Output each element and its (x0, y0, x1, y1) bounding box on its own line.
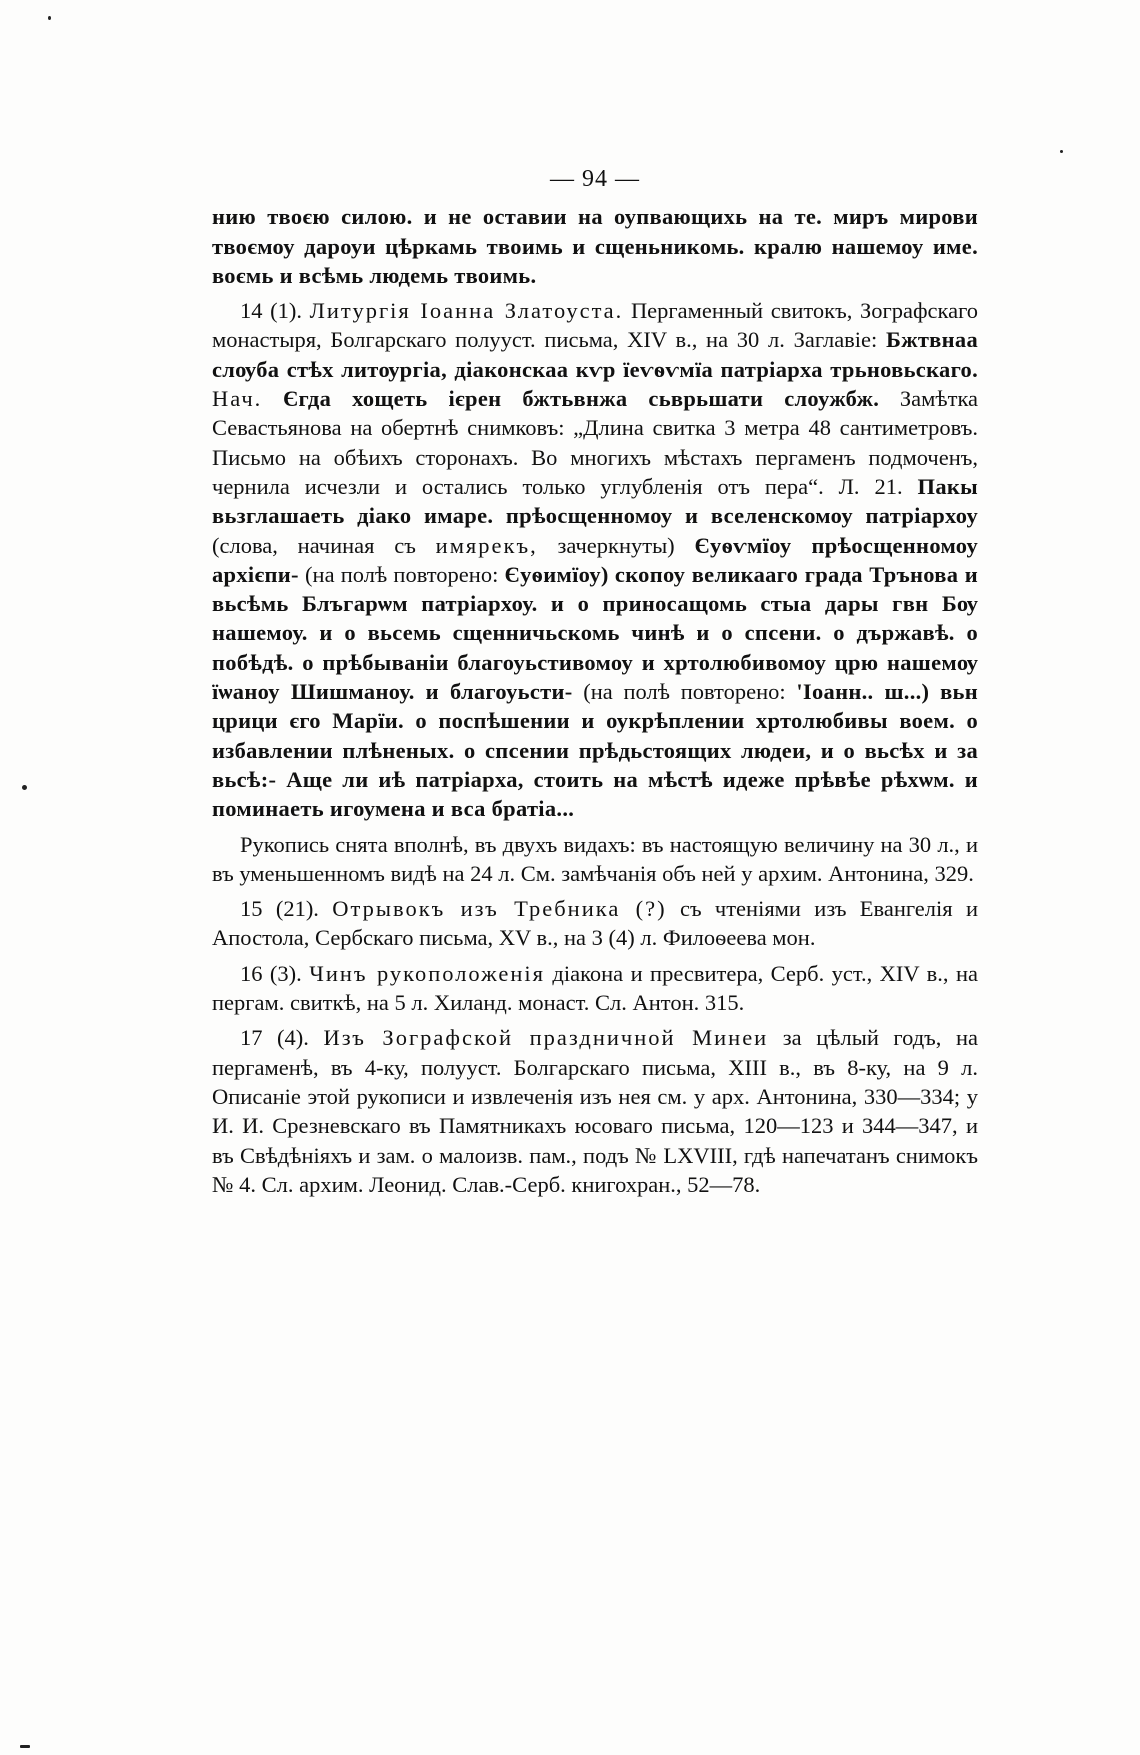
slavonic-text: скопоу великааго града Трънова и вьсѣмь Блъгарѡм патріархоу. и о приносащомь стыа дары гвн Бѹ нашемоу. и о вьсемь сщенничьскомь чинѣ и о спсени. о държавѣ. о побѣдѣ. о прѣбываніи благоуьстивомоу и хртолюбивомоу црю нашемѹ їѡаноу Шишманоу. и благоуьсти- (212, 561, 979, 705)
entry-text: діакона и пресвитера, Серб. уст., XIV в., на пергам. свиткѣ, на 5 л. Хиланд. монаст. Сл. Антон. 315. (212, 960, 979, 1016)
entry-number: 14 (1). (240, 298, 302, 324)
entry-text: (слова, начиная съ (212, 532, 416, 558)
entry-title: Литургія Іоанна Златоуста. (309, 298, 624, 324)
entry-text: Пергаменный свитокъ, Зографскаго монастыря, Болгарскаго полууст. письма, XIV в., на 30 л. Заглавіе: (212, 298, 979, 353)
slavonic-text: нию твоєю силою. и не оставии на оупвающихь на те. миръ мирови твоємоу дароуи цѣркамь твоимь и сщеньникомь. кралю нашемоу име. воємь и всѣмь людемь твоимь. (212, 204, 978, 288)
entry-17 (212, 1023, 978, 1199)
entry-text: (на полѣ повторено: (583, 679, 786, 705)
entry-14 (212, 296, 978, 823)
entry-text: за цѣлый годъ, на пергаменѣ, въ 4-ку, полууст. Болгарскаго письма, XIII в., въ 8-ку, на 9 л. Описаніе этой рукописи и извлеченія изъ нея см. у арх. Антонина, 330—334; у И. И. Срезневскаго въ Памятникахъ юсоваго письма, 120—123 и 344—347, и въ Свѣдѣніяхъ и зам. о малоизв. пам., подъ № LXVIII, гдѣ напечатанъ снимокъ № 4. Сл. архим. Леонид. Слав.-Серб. книгохран., 52—78. (212, 1025, 978, 1197)
slavonic-text: Єгда хощеть ієрен бжтьвнжа сьврьшати слоужбж. (282, 386, 880, 412)
entry-number: 17 (4). (240, 1025, 309, 1051)
entry-title: Изъ Зографской праздничной Минеи (323, 1025, 769, 1051)
slavonic-text: Єуѳимїоу) (504, 561, 609, 587)
entry-text: Нач. (212, 386, 263, 412)
slavonic-text: Єуѳѵмїоу прѣосщенномоу архієпи- (212, 532, 979, 587)
slavonic-text: 'Іоанн.. ш...) (796, 679, 930, 705)
scan-speck (22, 785, 27, 790)
entry-text: съ чтеніями изъ Евангелія и Апостола, Сербскаго письма, XV в., на 3 (4) л. Филоѳеева мон. (212, 896, 978, 951)
page-text (212, 165, 978, 1205)
scan-speck (1060, 150, 1063, 153)
scan-speck (20, 1745, 30, 1748)
entry-title: Отрывокъ изъ Требника (?) (332, 896, 667, 922)
continued-paragraph (212, 202, 978, 290)
slavonic-text: Бжтвнаа слѹба стѣх литѹргіа, діаконскаа кѵр їеѵѳѵмїа патріарха трьновьскаго. (212, 327, 978, 382)
entry-text: (на полѣ повторено: (305, 561, 499, 587)
entry-number: 16 (3). (240, 960, 302, 986)
entry-title: Чинъ рукоположенія (309, 960, 545, 986)
entry-15 (212, 894, 978, 953)
slavonic-text: Пакы вьзглашаеть діако имаре. прѣосщенномоу и вселенскомоу патріархоу (212, 473, 978, 529)
entry-number: 15 (21). (240, 896, 319, 922)
entry-text: зачеркнуты) (557, 532, 675, 558)
manuscript-note: Рукопись снята вполнѣ, въ двухъ видахъ: въ настоящую величину на 30 л., и въ уменьшенномъ видѣ на 24 л. См. замѣчанія объ ней у архим. Антонина, 329. (212, 831, 978, 886)
scan-speck (48, 16, 51, 20)
entry-text: Замѣтка Севастьянова на обертнѣ снимковъ: „Длина свитка 3 метра 48 сантиметровъ. Письмо на обѣихъ сторонахъ. Во многихъ мѣстахъ пергаменъ подмоченъ, чернила исчезли и остались только углубленія отъ пера“. Л. 21. (212, 386, 979, 499)
entry-16 (212, 959, 978, 1018)
slavonic-text: вьн црици єго Марїи. о поспѣшении и оукрѣплении хртолюбивы воем. о избавлении плѣненых. о спсении прѣдьстоящих людеи, и о вьсѣх и за вьсѣ:- Аще ли иѣ патріарха, стоить на мѣстѣ идеже прѣвѣе рѣхѡм. и поминаеть игоумена и вса братіа... (212, 679, 978, 822)
entry-text: имярекъ, (435, 532, 538, 558)
page-number: — 94 — (550, 166, 640, 192)
